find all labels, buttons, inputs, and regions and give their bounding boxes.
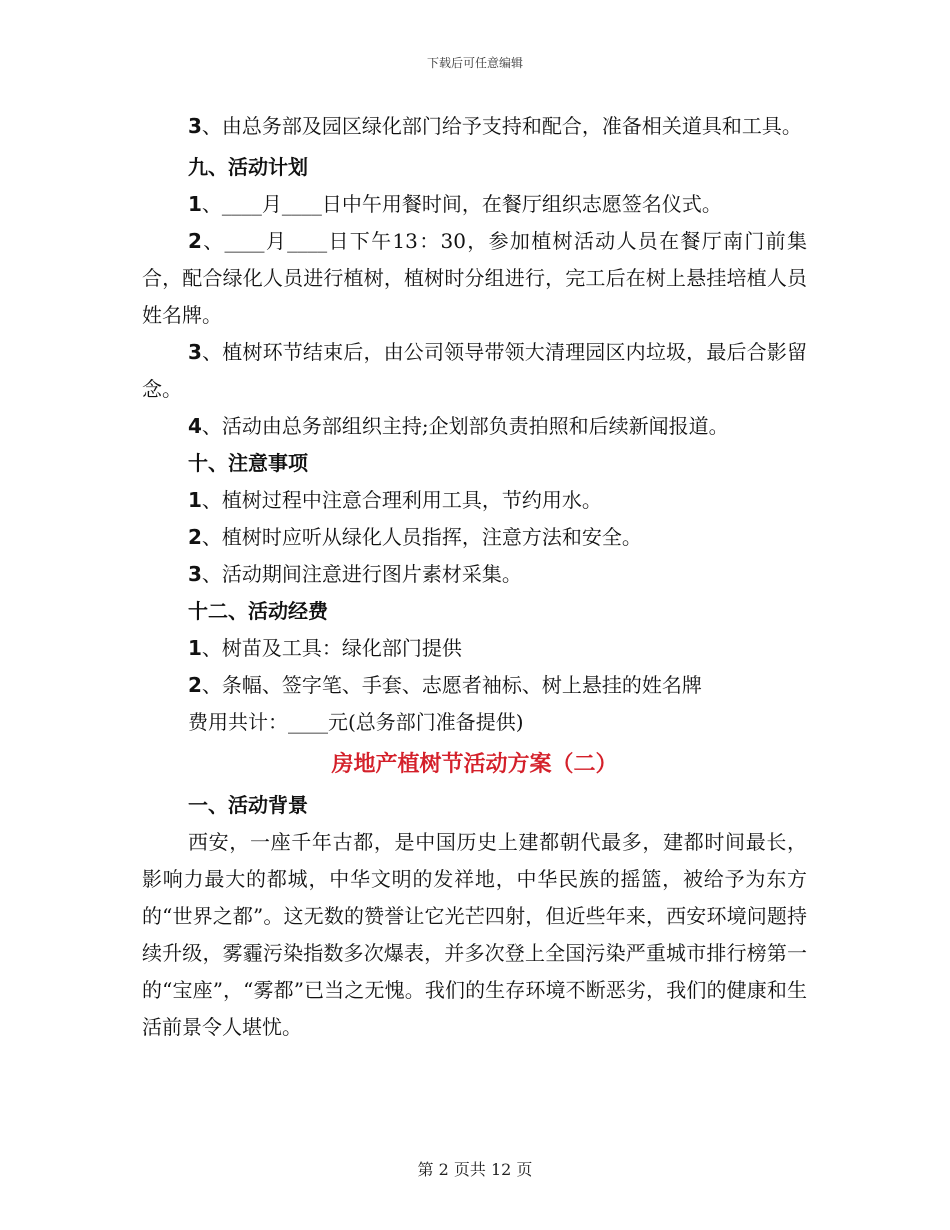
section-heading: 九、活动计划 — [188, 155, 308, 179]
section-heading: 十二、活动经费 — [188, 599, 328, 623]
section-heading: 十、注意事项 — [188, 451, 308, 475]
page-header: 下载后可任意编辑 — [426, 56, 523, 70]
item-number: 1 — [188, 192, 202, 216]
list-item — [142, 630, 807, 667]
list-item — [142, 334, 807, 408]
item-number: 1 — [188, 488, 202, 512]
item-number: 3 — [188, 114, 202, 138]
plan-title: 房地产植树节活动方案（二） — [331, 751, 618, 777]
item-text: 、____月____日中午用餐时间，在餐厅组织志愿签名仪式。 — [201, 192, 722, 216]
item-number: 3 — [188, 340, 202, 364]
item-text: 、活动由总务部组织主持;企划部负责拍照和后续新闻报道。 — [201, 414, 729, 438]
item-text: 、条幅、签字笔、手套、志愿者袖标、树上悬挂的姓名牌 — [201, 673, 702, 697]
item-text: 、植树过程中注意合理利用工具，节约用水。 — [201, 488, 602, 512]
item-text: 、树苗及工具：绿化部门提供 — [201, 636, 462, 660]
list-item — [142, 519, 807, 556]
list-item — [142, 667, 807, 704]
item-number: 3 — [188, 562, 202, 586]
list-item — [142, 108, 807, 145]
background-paragraph: 西安，一座千年古都，是中国历史上建都朝代最多，建都时间最长，影响力最大的都城，中华文明的发祥地，中华民族的摇篮，被给予为东方的“世界之都”。这无数的赞誉让它光芒四射，但近些年来，西安环境问题持续升级，雾霾污染指数多次爆表，并多次登上全国污染严重城市排行榜第一的“宝座”，“雾都”已当之无愧。我们的生存环境不断恶劣，我们的健康和生活前景令人堪忧。 — [142, 830, 807, 1039]
section-heading: 一、活动背景 — [188, 793, 308, 817]
document-body — [142, 108, 807, 1046]
expense-total: 费用共计：____元(总务部门准备提供) — [188, 710, 524, 734]
item-text: 、活动期间注意进行图片素材采集。 — [201, 562, 522, 586]
item-text: 、由总务部及园区绿化部门给予支持和配合，准备相关道具和工具。 — [201, 114, 802, 138]
item-number: 1 — [188, 636, 202, 660]
item-text: 、植树时应听从绿化人员指挥，注意方法和安全。 — [201, 525, 642, 549]
list-item — [142, 186, 807, 223]
list-item — [142, 556, 807, 593]
item-number: 2 — [188, 525, 202, 549]
item-text: 、植树环节结束后，由公司领导带领大清理园区内垃圾，最后合影留念。 — [142, 340, 807, 401]
list-item — [142, 223, 807, 334]
page-footer: 第 2 页共 12 页 — [417, 1160, 533, 1179]
item-number: 2 — [188, 229, 202, 253]
list-item — [142, 408, 807, 445]
list-item — [142, 482, 807, 519]
item-number: 4 — [188, 414, 202, 438]
item-text: 、____月____日下午13：30，参加植树活动人员在餐厅南门前集合，配合绿化人员进行植树，植树时分组进行，完工后在树上悬挂培植人员姓名牌。 — [142, 229, 807, 327]
item-number: 2 — [188, 673, 202, 697]
